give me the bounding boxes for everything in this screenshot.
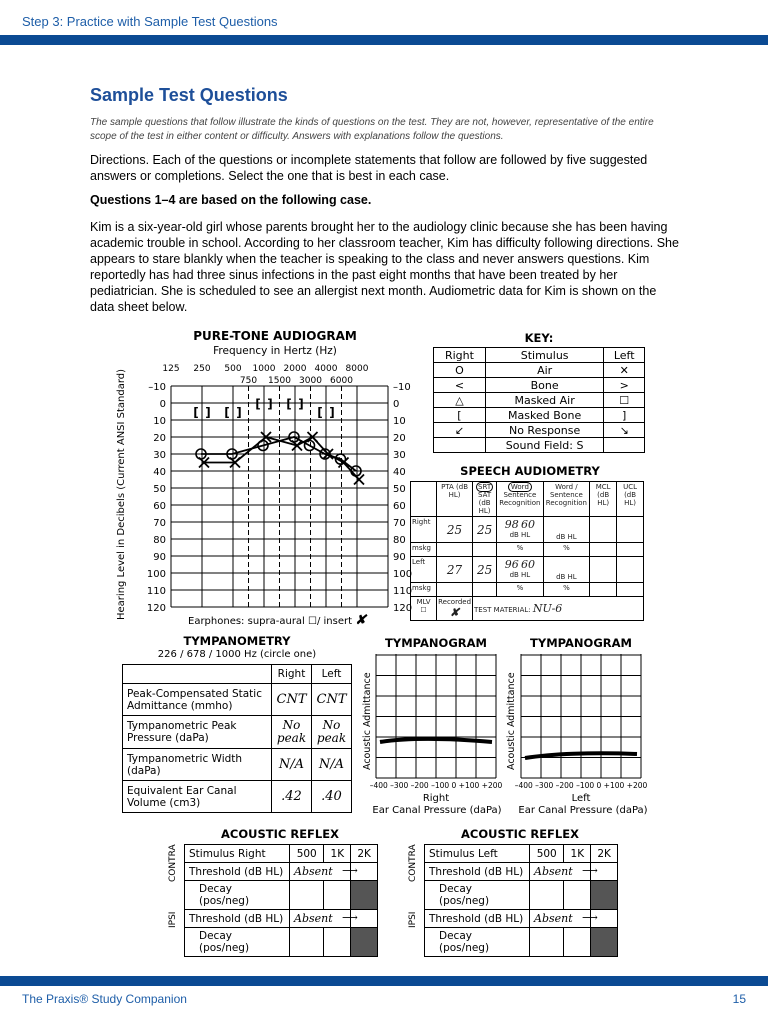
key-symbol-right: < (434, 378, 486, 393)
section-header: Step 3: Practice with Sample Test Questions (22, 14, 278, 29)
db-tick-label: 70 (153, 518, 166, 529)
page-number: 15 (732, 992, 746, 1006)
word-sentence-2-header: Word / Sentence Recognition (543, 482, 590, 517)
ar-row (185, 881, 378, 910)
tym-row-label: Peak-Compensated Static Admittance (mmho) (123, 684, 272, 716)
ar-arrow: ⟶ (342, 911, 358, 924)
db-tick-label: 80 (153, 535, 166, 546)
test-material-value: NU-6 (532, 602, 563, 615)
tym-header-row (123, 665, 352, 684)
key-symbol-right: ↙ (434, 423, 486, 438)
key-stimulus: Bone (485, 378, 604, 393)
speech-left-row (411, 557, 644, 583)
mcl-header: MCL (dB HL) (590, 482, 617, 517)
right-srt: 25 (473, 517, 497, 543)
ar-row-label: Decay (pos/neg) (425, 881, 530, 910)
db-tick-label: 80 (393, 535, 406, 546)
tymp-right-xticks: –400 –300 –200 –100 0 +100 +200 (369, 781, 503, 790)
dbhl-unit: dB HL (543, 557, 590, 583)
freq-tick-label: 125 (162, 364, 180, 374)
tym-left-value: No peak (312, 716, 352, 749)
masked-bone-marker: [ (286, 397, 292, 411)
key-header-stimulus: Stimulus (485, 348, 604, 363)
srt-header: SRT (478, 483, 492, 491)
sat-header: SAT (dB HL) (478, 491, 492, 515)
audiogram-subtitle: Frequency in Hertz (Hz) (213, 345, 337, 357)
tym-row-label: Equivalent Ear Canal Volume (cm3) (123, 781, 272, 813)
speech-right-row (411, 517, 644, 543)
db-tick-label: –10 (148, 382, 166, 393)
audiogram-ylabel: Hearing Level in Decibels (Current ANSI Standard) (116, 368, 127, 620)
ar-freq: 500 (290, 845, 324, 863)
ar-row (425, 881, 618, 910)
db-tick-label: 120 (393, 603, 413, 614)
tympanometry-title: TYMPANOMETRY (183, 634, 291, 648)
db-tick-label: 0 (393, 399, 400, 410)
pct-unit: % (497, 543, 544, 557)
tympanometry-table (122, 664, 352, 813)
recorded-label: Recorded (438, 598, 472, 606)
ar-stimulus-label: Stimulus Right (185, 845, 290, 863)
key-row (434, 363, 645, 378)
masked-bone-marker: [ (193, 405, 199, 420)
freq-tick-label: 6000 (330, 376, 353, 386)
ipsi-label-right-wrap (168, 911, 180, 940)
db-tick-label: 110 (393, 586, 413, 597)
tym-row (123, 749, 352, 781)
db-tick-label: 60 (393, 501, 406, 512)
ar-arrow: ⟶ (582, 864, 598, 877)
tympanometry-subtitle: 226 / 678 / 1000 Hz (circle one) (157, 649, 317, 660)
db-tick-label: 100 (146, 569, 166, 580)
page-title: Sample Test Questions (90, 85, 288, 105)
acoustic-reflex-left-table (424, 844, 618, 957)
key-stimulus: No Response (485, 423, 604, 438)
tym-left-value: N/A (312, 749, 352, 781)
ar-row-label: Threshold (dB HL) (185, 863, 290, 881)
db-tick-label: 30 (153, 450, 166, 461)
ar-absent-value: Absent (534, 865, 573, 878)
right-word-score: 98 (504, 518, 519, 531)
contra-label: CONTRA (168, 844, 178, 882)
tym-col-right: Right (272, 665, 312, 684)
freq-tick-label: 2000 (283, 364, 307, 374)
db-tick-label: 50 (393, 484, 406, 495)
acoustic-reflex-left-title: ACOUSTIC REFLEX (461, 827, 579, 841)
left-air-point (292, 441, 302, 451)
freq-tick-label: 500 (224, 364, 242, 374)
masked-bone-marker: ] (205, 405, 211, 420)
audiogram-title: PURE-TONE AUDIOGRAM (193, 329, 357, 343)
key-symbol-left: ☐ (604, 393, 645, 408)
key-symbol-left: ✕ (604, 363, 645, 378)
tym-row (123, 781, 352, 813)
pct-unit: % (543, 583, 590, 597)
right-word-level: 60 (521, 518, 535, 531)
key-row (434, 408, 645, 423)
db-tick-label: 90 (393, 552, 406, 563)
masked-bone-marker: ] (329, 405, 335, 420)
ar-row (185, 910, 378, 928)
recorded-cell: Recorded ✘ (438, 598, 472, 619)
tymp-left-ylabel: Acoustic Admittance (506, 672, 517, 770)
test-material-label: TEST MATERIAL: (474, 606, 531, 614)
contra-label: CONTRA (408, 844, 418, 882)
key-sound-field: Sound Field: S (485, 438, 604, 453)
ar-arrow: ⟶ (342, 864, 358, 877)
intro-text: The sample questions that follow illustrate the kinds of questions on the test. They are not, however, representative of the entire scope of the test in either content or difficulty. Answers with explanations follow the questions. (90, 117, 654, 142)
key-table (433, 347, 645, 453)
db-tick-label: 10 (393, 416, 406, 427)
ar-freq: 1K (324, 845, 351, 863)
acoustic-reflex-right-title: ACOUSTIC REFLEX (221, 827, 339, 841)
masked-bone-marker: ] (236, 405, 242, 420)
db-tick-label: 0 (159, 399, 166, 410)
ar-freq: 2K (591, 845, 618, 863)
key-row (434, 438, 645, 453)
ar-row (425, 928, 618, 957)
ar-freq: 1K (564, 845, 591, 863)
ar-row-label: Threshold (dB HL) (425, 910, 530, 928)
ipsi-label-left-wrap (408, 911, 420, 940)
key-row (434, 378, 645, 393)
ar-arrow: ⟶ (582, 911, 598, 924)
left-air-point (354, 475, 364, 485)
freq-tick-label: 3000 (299, 376, 322, 386)
key-symbol-left: ↘ (604, 423, 645, 438)
freq-tick-label: 250 (193, 364, 211, 374)
masked-bone-marker: [ (317, 405, 323, 420)
left-srt: 25 (473, 557, 497, 583)
db-tick-label: 50 (153, 484, 166, 495)
masked-bone-marker: [ (224, 405, 230, 420)
tym-left-value: CNT (312, 684, 352, 716)
tympanogram-right-grid (376, 654, 496, 778)
freq-tick-label: 1500 (268, 376, 291, 386)
tym-row-label: Tympanometric Peak Pressure (daPa) (123, 716, 272, 749)
key-symbol-right: △ (434, 393, 486, 408)
db-tick-label: 70 (393, 518, 406, 529)
ucl-header: UCL (dB HL) (617, 482, 644, 517)
speech-left-mskg-row (411, 583, 644, 597)
mlv-label: MLV (416, 598, 431, 606)
header-bar (0, 35, 768, 45)
left-word-score: 96 (504, 558, 519, 571)
freq-tick-label: 750 (239, 376, 258, 386)
earphones-label: Earphones: supra-aural ☐/ insert (188, 616, 353, 627)
db-tick-label: 30 (393, 450, 406, 461)
speech-title: SPEECH AUDIOMETRY (460, 464, 600, 478)
speech-left-label: Left (411, 557, 437, 583)
tym-row-label: Tympanometric Width (daPa) (123, 749, 272, 781)
db-tick-label: 110 (146, 586, 166, 597)
db-tick-label: 10 (153, 416, 166, 427)
tym-row (123, 716, 352, 749)
key-symbol-left: ] (604, 408, 645, 423)
pct-unit: % (497, 583, 544, 597)
speech-right-mskg-row (411, 543, 644, 557)
pta-header: PTA (dB HL) (437, 482, 473, 517)
ar-absent-value: Absent (294, 865, 333, 878)
db-tick-label: 20 (153, 433, 166, 444)
left-word-level: 60 (521, 558, 535, 571)
freq-tick-label: 1000 (252, 364, 276, 374)
tym-right-value: .42 (272, 781, 312, 813)
ar-row-label: Threshold (dB HL) (425, 863, 530, 881)
ar-freq: 2K (351, 845, 378, 863)
case-text: Kim is a six-year-old girl whose parents brought her to the audiology clinic because she has been having academic trouble in school. According to her classroom teacher, Kim has difficulty following directions. She appears to stare blankly when the teacher is speaking to the class and never answers questions. Kim reportedly has had three sinus infections in the past eight months that have been treated by her pediatrician. She is scheduled to see an allergist next month. Audiometric data for Kim is shown on the data sheet below. (90, 220, 679, 314)
tym-right-value: No peak (272, 716, 312, 749)
db-tick-label: 100 (393, 569, 413, 580)
dbhl-unit: dB HL (509, 571, 531, 579)
tympanogram-left-title: TYMPANOGRAM (530, 636, 632, 650)
insert-mark: ✘ (355, 613, 367, 628)
ipsi-label: IPSI (168, 911, 178, 928)
left-air-point (339, 458, 349, 468)
tym-row (123, 684, 352, 716)
key-symbol-right: [ (434, 408, 486, 423)
footer-title: The Praxis® Study Companion (22, 992, 187, 1006)
key-header-right: Right (434, 348, 486, 363)
db-tick-label: 40 (153, 467, 166, 478)
db-tick-label: 90 (153, 552, 166, 563)
speech-material-row (411, 597, 644, 621)
tymp-left-ear-label: Left (571, 793, 591, 804)
key-stimulus: Masked Air (485, 393, 604, 408)
earphones-note (188, 613, 366, 628)
key-header-left: Left (604, 348, 645, 363)
word-header: Word (508, 482, 532, 492)
key-title: KEY: (524, 331, 554, 345)
tympanogram-right-title: TYMPANOGRAM (385, 636, 487, 650)
ar-row (185, 928, 378, 957)
tym-right-value: CNT (272, 684, 312, 716)
ar-row (425, 910, 618, 928)
tymp-left-xticks: –400 –300 –200 –100 0 +100 +200 (514, 781, 648, 790)
ar-row (425, 863, 618, 881)
ar-row-label: Decay (pos/neg) (425, 928, 530, 957)
masked-bone-marker: ] (298, 397, 304, 411)
key-row (434, 423, 645, 438)
ipsi-label: IPSI (408, 911, 418, 928)
db-tick-label: –10 (393, 382, 411, 393)
ar-header-row (425, 845, 618, 863)
freq-tick-label: 8000 (345, 364, 369, 374)
audiogram-chart (135, 360, 413, 630)
ar-stimulus-label: Stimulus Left (425, 845, 530, 863)
db-tick-label: 120 (146, 603, 166, 614)
key-stimulus: Masked Bone (485, 408, 604, 423)
ar-absent-value: Absent (294, 912, 333, 925)
tym-left-value: .40 (312, 781, 352, 813)
word-sentence-header: Sentence Recognition (499, 491, 541, 507)
ar-row-label: Decay (pos/neg) (185, 881, 290, 910)
pct-unit: % (543, 543, 590, 557)
ar-absent-value: Absent (534, 912, 573, 925)
ar-row-label: Decay (pos/neg) (185, 928, 290, 957)
acoustic-reflex-right-table (184, 844, 378, 957)
mskg-label: mskg (411, 543, 437, 557)
mlv-cell: MLV ☐ (411, 597, 437, 621)
left-pta: 27 (437, 557, 473, 583)
masked-bone-marker: [ (255, 397, 261, 411)
dbhl-unit: dB HL (509, 531, 531, 539)
tym-col-left: Left (312, 665, 352, 684)
questions-heading: Questions 1–4 are based on the following case. (90, 193, 372, 207)
key-stimulus: Air (485, 363, 604, 378)
key-row (434, 393, 645, 408)
tym-right-value: N/A (272, 749, 312, 781)
tymp-right-ylabel: Acoustic Admittance (362, 672, 373, 770)
db-tick-label: 60 (153, 501, 166, 512)
right-pta: 25 (437, 517, 473, 543)
key-symbol-right: O (434, 363, 486, 378)
speech-table (410, 481, 644, 621)
tymp-left-xlabel: Ear Canal Pressure (daPa) (518, 805, 648, 816)
tympanogram-left-grid (521, 654, 641, 778)
db-tick-label: 20 (393, 433, 406, 444)
key-header-row (434, 348, 645, 363)
tymp-right-ear-label: Right (422, 793, 450, 804)
tymp-right-xlabel: Ear Canal Pressure (daPa) (372, 805, 502, 816)
masked-bone-marker: ] (267, 397, 273, 411)
freq-tick-label: 4000 (314, 364, 338, 374)
key-symbol-left: > (604, 378, 645, 393)
directions-text: Directions. Each of the questions or incomplete statements that follow are followed by five suggested answers or completions. Select the one that is best in each case. (90, 153, 648, 183)
ar-row-label: Threshold (dB HL) (185, 910, 290, 928)
dbhl-unit: dB HL (543, 517, 590, 543)
ar-header-row (185, 845, 378, 863)
db-tick-label: 40 (393, 467, 406, 478)
footer-bar (0, 976, 768, 986)
ar-row (185, 863, 378, 881)
mskg-label: mskg (411, 583, 437, 597)
left-ear-air-line (204, 437, 359, 480)
speech-right-label: Right (411, 517, 437, 543)
speech-header-row (411, 482, 644, 517)
ar-freq: 500 (530, 845, 564, 863)
